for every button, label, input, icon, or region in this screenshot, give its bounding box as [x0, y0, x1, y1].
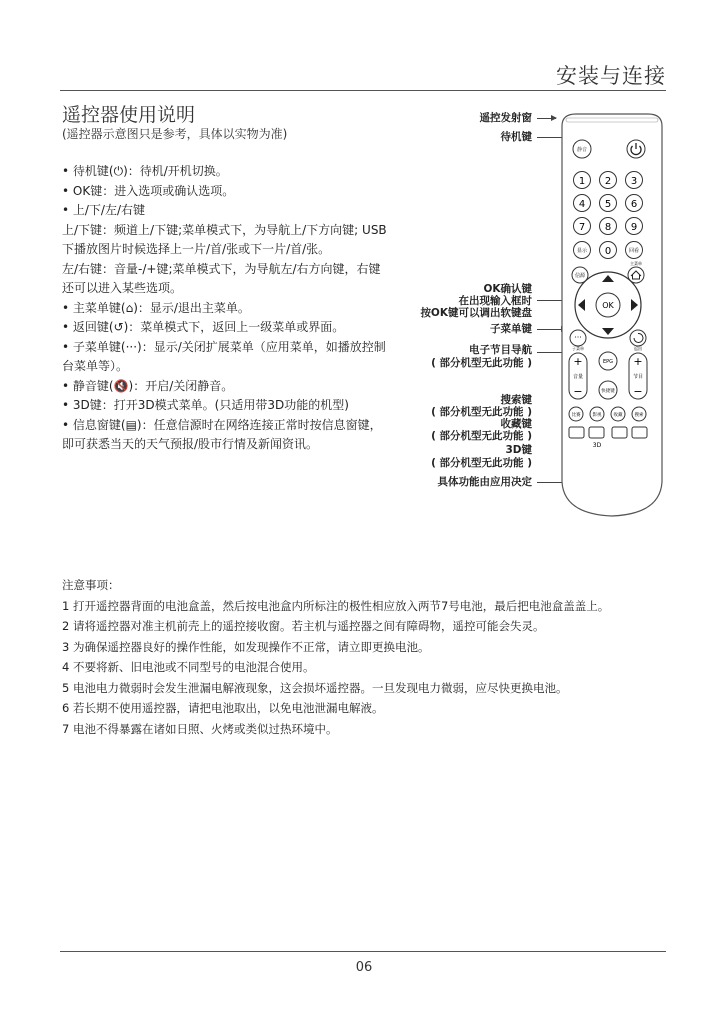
page-number: 06: [355, 960, 373, 975]
callout-fav-2: ( 部分机型无此功能 ): [431, 430, 532, 442]
channel-up-icon: +: [633, 355, 643, 368]
digit-label: 8: [604, 222, 612, 233]
submenu-dots-icon: ···: [574, 333, 582, 342]
header-divider: [60, 90, 666, 91]
callout-submenu: 子菜单键: [490, 323, 532, 335]
digit-label: 3: [630, 176, 638, 187]
epg-label: EPG: [602, 359, 614, 365]
note-item: 6 若长期不使用遥控器，请把电池取出，以免电池泄漏电解液。: [62, 701, 384, 715]
key-item-standby: • 待机键(⏻)：待机/开机切换。: [62, 164, 228, 178]
key-item-info: • 信息窗键(▤)：任意信源时在网络连接正常时按信息窗键，即可获悉当天的天气预报/股市行情及新闻资讯。: [62, 417, 382, 451]
digit-label: 2: [604, 176, 612, 187]
section-title: 遥控器使用说明: [62, 104, 196, 126]
callout-fav-1: 收藏键: [500, 418, 532, 430]
submenu-caption: 子菜单: [572, 346, 584, 351]
note-item: 7 电池不得暴露在诸如日照、火烤或类似过热环境中。: [62, 721, 338, 736]
home-caption: 主菜单: [630, 261, 642, 266]
info-label: 显示: [576, 248, 588, 254]
direction-pad: [575, 272, 641, 338]
key-item-home: • 主菜单键(⌂)：显示/退出主菜单。: [62, 300, 250, 315]
callout-ok-1: OK确认键: [483, 283, 532, 295]
callout-standby: 待机键: [500, 131, 532, 143]
notes-title: 注意事项：: [62, 578, 120, 592]
input-source-label: 信源: [574, 273, 586, 279]
note-item: 1 打开遥控器背面的电池盒盖，然后按电池盒内所标注的极性相应放入两节7号电池，最后把电池盒盖盖上。: [62, 598, 610, 613]
key-description-list: [62, 162, 388, 455]
callout-3d-1: 3D键: [505, 444, 532, 456]
section-subtitle: (遥控器示意图只是参考，具体以实物为准): [62, 127, 288, 141]
footer-divider: [60, 951, 666, 952]
volume-down-icon: −: [573, 385, 583, 398]
ok-label: OK: [602, 301, 614, 310]
movies-label: 影视: [592, 413, 602, 418]
digit-label: 4: [578, 199, 586, 210]
digit-label: 7: [578, 222, 586, 233]
key-item-return: • 返回键(↺)：菜单模式下，返回上一级菜单或界面。: [62, 320, 345, 334]
callout-ok-3: 按OK键可以调出软键盘: [420, 307, 532, 319]
favorites-label: 收藏: [613, 413, 623, 418]
callout-ir-window: 遥控发射窗: [479, 112, 532, 124]
volume-up-icon: +: [573, 355, 583, 368]
digit-label: 1: [578, 176, 586, 187]
key-item-direction: • 上/下/左/右键: [62, 203, 146, 217]
key-item-mute: • 静音键(🔇)：开启/关闭静音。: [62, 378, 234, 393]
key-item-leftright: 左/右键：音量-/+键;菜单模式下，为导航左/右方向键，右键还可以进入某些选项。: [62, 261, 381, 295]
callout-3d-2: ( 部分机型无此功能 ): [431, 457, 532, 469]
key-item-3d: • 3D键：打开3D模式菜单。(只适用带3D功能的机型): [62, 398, 349, 412]
digit-label: 9: [630, 222, 638, 233]
callout-search-1: 搜索键: [500, 394, 532, 406]
callout-app-defined: 具体功能由应用决定: [437, 476, 532, 488]
digit-label: 5: [604, 199, 612, 210]
volume-label: 音量: [572, 374, 584, 380]
remote-control-illustration: [556, 112, 668, 522]
channel-label: 节目: [632, 374, 644, 380]
match-label: 比赛: [571, 413, 581, 418]
note-item: 4 不要将新、旧电池或不同型号的电池混合使用。: [62, 660, 315, 674]
callout-epg-2: ( 部分机型无此功能 ): [431, 357, 532, 369]
notes-section: [62, 575, 682, 739]
page-header-title: 安装与连接: [556, 64, 666, 88]
return-caption: 返回: [634, 346, 642, 351]
note-item: 5 电池电力微弱时会发生泄漏电解液现象，这会损坏遥控器。一旦发现电力微弱，应尽快更换电池。: [62, 680, 568, 695]
key-item-updown: 上/下键：频道上/下键;菜单模式下，为导航上/下方向键; USB下播放图片时候选择上一片/首/张或下一片/首/张。: [62, 222, 387, 256]
search-label: 搜索: [634, 413, 644, 418]
key-item-ok: • OK键：进入选项或确认选项。: [62, 183, 235, 198]
digit-label: 6: [630, 199, 638, 210]
note-item: 2 请将遥控器对准主机前壳上的遥控接收窗。若主机与遥控器之间有障碍物，遥控可能会失灵。: [62, 619, 545, 633]
callout-arrow: [537, 118, 556, 119]
note-item: 3 为确保遥控器良好的操作性能，如发现操作不正常，请立即更换电池。: [62, 639, 430, 654]
callout-ok-2: 在出现输入框时: [458, 295, 532, 307]
3d-key-label: 3D: [592, 442, 602, 449]
channel-down-icon: −: [633, 385, 643, 398]
mute-label: 静音: [576, 147, 588, 153]
digit-label: 0: [604, 246, 612, 257]
callout-epg-1: 电子节目导航: [469, 344, 532, 356]
callout-search-2: ( 部分机型无此功能 ): [431, 406, 532, 418]
shortcut-label: 快捷键: [601, 389, 615, 394]
key-item-submenu: • 子菜单键(···)：显示/关闭扩展菜单（应用菜单，如播放控制台菜单等）。: [62, 339, 386, 373]
playback-label: 回看: [628, 248, 640, 254]
